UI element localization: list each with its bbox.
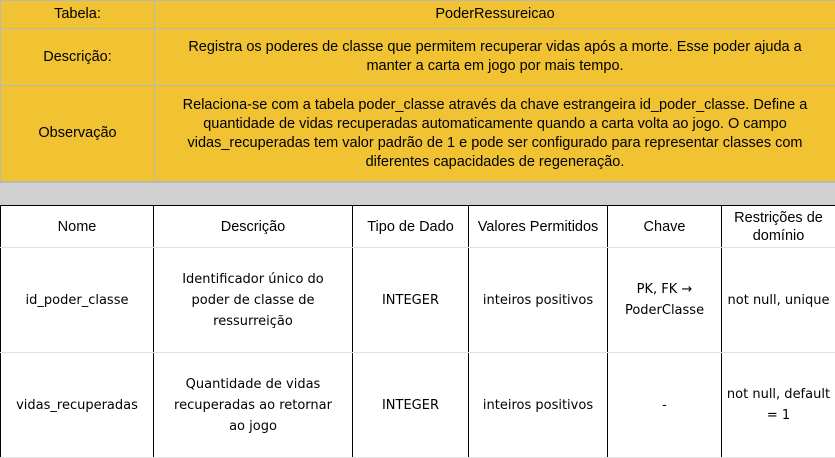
cell-name: id_poder_classe <box>1 248 154 353</box>
columns-table <box>0 205 835 458</box>
section-divider <box>0 182 835 205</box>
table-name: PoderRessureicao <box>155 1 835 29</box>
cell-data-type: INTEGER <box>353 248 469 353</box>
cell-name: vidas_recuperadas <box>1 353 154 458</box>
description-label: Descrição: <box>1 29 155 86</box>
column-header-key: Chave <box>608 206 722 248</box>
column-header-allowed-values: Valores Permitidos <box>469 206 608 248</box>
metadata-row-table <box>1 1 835 29</box>
cell-key: PK, FK → PoderClasse <box>620 279 710 321</box>
column-header-description: Descrição <box>154 206 353 248</box>
metadata-row-description <box>1 29 835 86</box>
observation-label: Observação <box>1 86 155 182</box>
cell-domain-restrictions: not null, unique <box>722 248 835 353</box>
cell-key: - <box>608 353 722 458</box>
table-metadata <box>0 0 835 182</box>
column-header-domain-restrictions: Restrições de domínio <box>722 206 835 248</box>
table-row <box>1 353 835 458</box>
column-header-data-type: Tipo de Dado <box>353 206 469 248</box>
columns-header-row <box>1 206 835 248</box>
cell-description: Quantidade de vidas recuperadas ao retornar ao jogo <box>168 374 338 437</box>
table-row <box>1 248 835 353</box>
cell-domain-restrictions: not null, default = 1 <box>722 353 835 458</box>
column-header-name: Nome <box>1 206 154 248</box>
cell-allowed-values: inteiros positivos <box>469 353 608 458</box>
cell-description: Identificador único do poder de classe de ressurreição <box>168 269 338 332</box>
description-text: Registra os poderes de classe que permitem recuperar vidas após a morte. Esse poder ajuda a manter a carta em jogo por mais tempo. <box>155 29 835 86</box>
metadata-row-observation <box>1 86 835 182</box>
observation-text: Relaciona-se com a tabela poder_classe através da chave estrangeira id_poder_classe. Define a quantidade de vidas recuperadas automaticamente quando a carta volta ao jogo. O campo vidas_recuperadas tem valor padrão de 1 e pode ser configurado para representar classes com diferentes capacidades de regeneração. <box>155 86 835 182</box>
table-label: Tabela: <box>1 1 155 29</box>
cell-data-type: INTEGER <box>353 353 469 458</box>
cell-allowed-values: inteiros positivos <box>469 248 608 353</box>
